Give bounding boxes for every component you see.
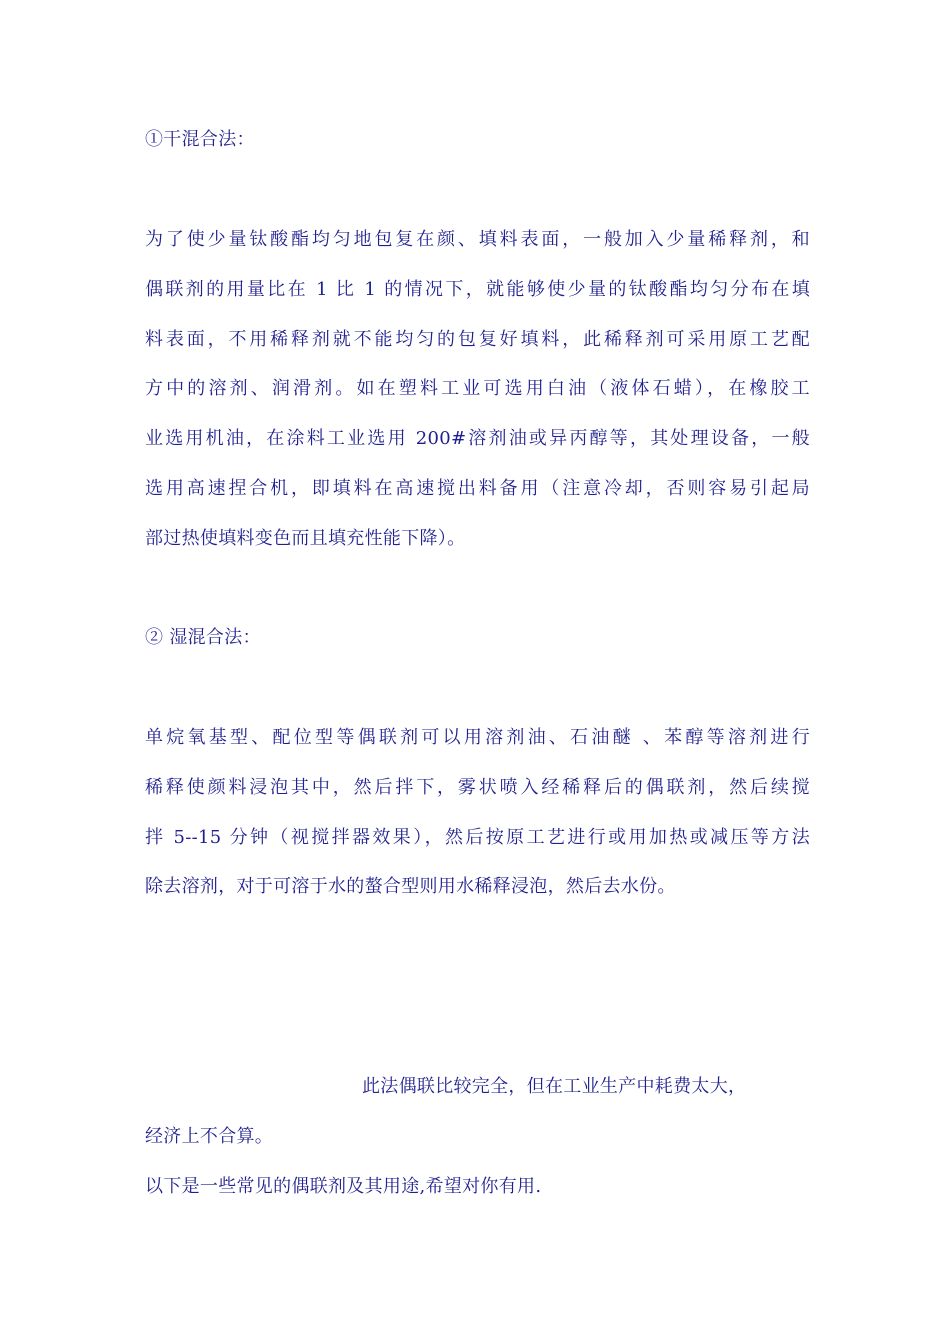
paragraph-line: 稀释使颜料浸泡其中，然后拌下，雾状喷入经稀释后的偶联剂，然后续搅 bbox=[145, 777, 810, 798]
note-line-1: 此法偶联比较完全，但在工业生产中耗费太大， bbox=[362, 1076, 747, 1097]
paragraph-line: 单烷氧基型、配位型等偶联剂可以用溶剂油、石油醚 、苯醇等溶剂进行 bbox=[145, 727, 810, 748]
note-line-2: 经济上不合算。 bbox=[145, 1126, 274, 1147]
closing-line: 以下是一些常见的偶联剂及其用途,希望对你有用. bbox=[145, 1176, 542, 1197]
paragraph-line: 拌 5--15 分钟（视搅拌器效果），然后按原工艺进行或用加热或减压等方法 bbox=[145, 827, 810, 848]
paragraph-line: 部过热使填料变色而且填充性能下降）。 bbox=[145, 528, 466, 549]
paragraph-line: 业选用机油，在涂料工业选用 200#溶剂油或异丙醇等，其处理设备，一般 bbox=[145, 428, 810, 449]
section2-heading: ② 湿混合法： bbox=[145, 627, 261, 648]
paragraph-line: 选用高速捏合机，即填料在高速搅出料备用（注意冷却，否则容易引起局 bbox=[145, 478, 810, 499]
paragraph-line: 料表面，不用稀释剂就不能均匀的包复好填料，此稀释剂可采用原工艺配 bbox=[145, 329, 810, 350]
paragraph-line: 偶联剂的用量比在 1 比 1 的情况下，就能够使少量的钛酸酯均匀分布在填 bbox=[145, 279, 810, 300]
paragraph-line: 为了使少量钛酸酯均匀地包复在颜、填料表面，一般加入少量稀释剂，和 bbox=[145, 229, 810, 250]
paragraph-line: 方中的溶剂、润滑剂。如在塑料工业可选用白油（液体石蜡），在橡胶工 bbox=[145, 378, 810, 399]
paragraph-line: 除去溶剂，对于可溶于水的螯合型则用水稀释浸泡，然后去水份。 bbox=[145, 876, 676, 897]
section1-heading: ①干混合法： bbox=[145, 129, 255, 150]
